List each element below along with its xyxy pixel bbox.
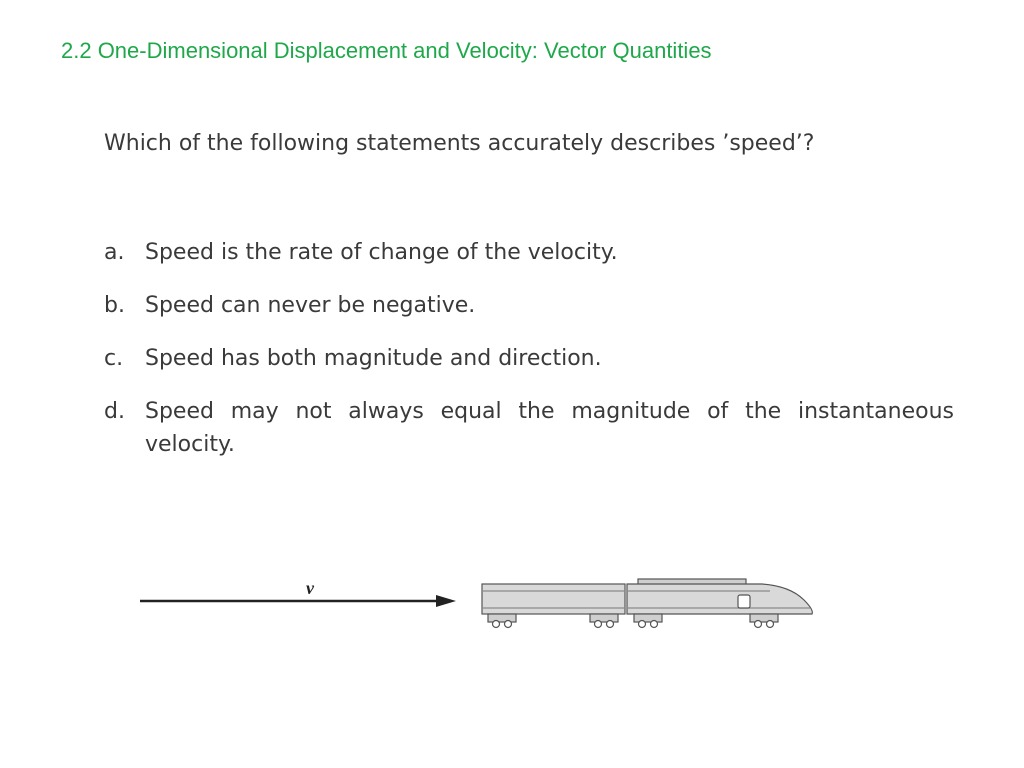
option-b — [104, 289, 954, 322]
train-icon — [482, 579, 812, 628]
velocity-label: v — [306, 578, 314, 598]
option-letter: c. — [104, 346, 124, 371]
question-text: Which of the following statements accurately describes ’speed’? — [104, 131, 815, 156]
velocity-arrow — [140, 595, 456, 607]
answer-options — [104, 236, 954, 481]
option-letter: b. — [104, 293, 125, 318]
option-text: Speed has both magnitude and direction. — [145, 346, 602, 371]
option-text: Speed is the rate of change of the velocity. — [145, 240, 618, 265]
option-d — [104, 395, 954, 461]
velocity-figure — [130, 570, 830, 655]
velocity-diagram — [130, 570, 830, 650]
option-text: Speed can never be negative. — [145, 293, 476, 318]
option-text: Speed may not always equal the magnitude of the instantaneous velocity. — [145, 399, 954, 457]
slide-title: 2.2 One-Dimensional Displacement and Velocity: Vector Quantities — [61, 38, 712, 63]
option-letter: d. — [104, 399, 125, 424]
option-letter: a. — [104, 240, 125, 265]
option-c — [104, 342, 954, 375]
option-a — [104, 236, 954, 269]
